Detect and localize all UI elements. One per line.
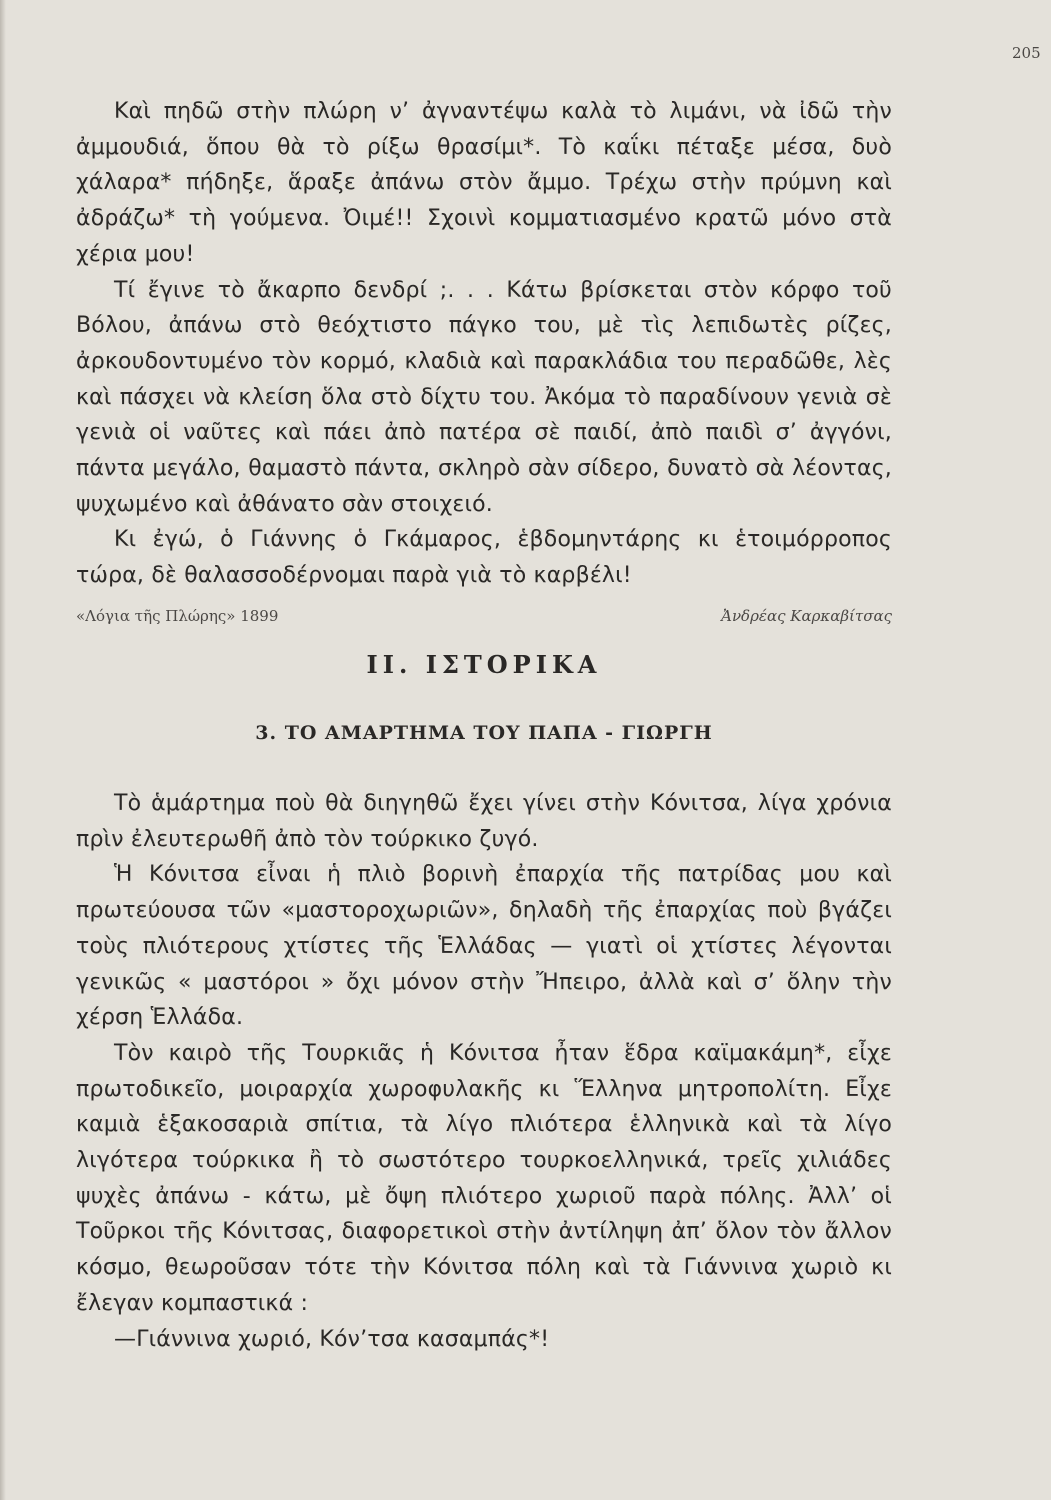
page-edge-shadow bbox=[0, 0, 6, 1500]
paragraph: Τὸ ἁμάρτημα ποὺ θὰ διηγηθῶ ἔχει γίνει στὴν Κόνιτσα, λίγα χρόνια πρὶν ἐλευτερωθῆ ἀπὸ τὸν τούρκικο ζυγό. bbox=[76, 791, 892, 852]
paragraph: —Γιάννινα χωριό, Κόν’τσα κασαμπάς*! bbox=[114, 1326, 550, 1352]
story-text bbox=[76, 786, 892, 1357]
page-number: 205 bbox=[1012, 44, 1041, 62]
paragraph: Καὶ πηδῶ στὴν πλώρη ν’ ἀγναντέψω καλὰ τὸ λιμάνι, νὰ ἰδῶ τὴν ἀμμουδιά, ὅπου θὰ τὸ ρίξω θρασίμι*. Τὸ καΐκι πέταξε μέσα, δυὸ χάλαρα* πήδηξε, ἅραξε ἀπάνω στὸν ἄμμο. Τρέχω στὴν πρύμνη καὶ ἀδράζω* τὴ γούμενα. Ὀιμέ!! Σχοινὶ κομματιασμένο κρατῶ μόνο στὰ χέρια μου! bbox=[76, 99, 892, 267]
paragraph: Ἡ Κόνιτσα εἶναι ἡ πλιὸ βορινὴ ἐπαρχία τῆς πατρίδας μου καὶ πρωτεύουσα τῶν «μαστοροχωριῶν», δηλαδὴ τῆς ἐπαρχίας ποὺ βγάζει τοὺς πλιότερους χτίστες τῆς Ἑλλάδας — γιατὶ οἱ χτίστες λέγονται γενικῶς « μαστόροι » ὄχι μόνον στὴν Ἤπειρο, ἀλλὰ καὶ σ’ ὅλην τὴν χέρση Ἑλλάδα. bbox=[76, 862, 892, 1031]
poem-excerpt bbox=[76, 94, 892, 594]
section-heading: II. ΙΣΤΟΡΙΚΑ bbox=[366, 650, 602, 679]
paragraph: Τὸν καιρὸ τῆς Τουρκιᾶς ἡ Κόνιτσα ἦταν ἕδρα καϊμακάμη*, εἶχε πρωτοδικεῖο, μοιραρχία χωροφυλακῆς κι Ἕλληνα μητροπολίτη. Εἶχε καμιὰ ἑξακοσαριὰ σπίτια, τὰ λίγο πλιότερα ἑλληνικὰ καὶ τὰ λίγο λιγότερα τούρκικα ἢ τὸ σωστότερο τουρκοελληνικά, τρεῖς χιλιάδες ψυχὲς ἀπάνω - κάτω, μὲ ὄψη πλιότερο χωριοῦ παρὰ πόλης. Ἀλλ’ οἱ Τοῦρκοι τῆς Κόνιτσας, διαφορετικοὶ στὴν ἀντίληψη ἀπ’ ὅλον τὸν ἄλλον κόσμο, θεωροῦσαν τότε τὴν Κόνιτσα πόλη καὶ τὰ Γιάννινα χωριὸ κι ἔλεγαν κομπαστικά : bbox=[76, 1040, 892, 1316]
chapter-heading: 3. ΤΟ ΑΜΑΡΤΗΜΑ ΤΟΥ ΠΑΠΑ - ΓΙΩΡΓΗ bbox=[255, 722, 713, 744]
citation-author: Ἀνδρέας Καρκαβίτσας bbox=[721, 607, 892, 625]
paragraph: Κι ἐγώ, ὁ Γιάννης ὁ Γκάμαρος, ἑβδομηντάρης κι ἑτοιμόρροπος τώρα, δὲ θαλασσοδέρνομαι παρὰ γιὰ τὸ καρβέλι! bbox=[76, 527, 892, 589]
citation bbox=[76, 607, 892, 633]
citation-source: «Λόγια τῆς Πλώρης» 1899 bbox=[76, 607, 279, 625]
paragraph: Τί ἔγινε τὸ ἄκαρπο δενδρί ;. . . Κάτω βρίσκεται στὸν κόρφο τοῦ Βόλου, ἀπάνω στὸ θεόχτιστο πάγκο του, μὲ τὶς λεπιδωτὲς ρίζες, ἀρκουδοντυμένο τὸν κορμό, κλαδιὰ καὶ παρακλάδια του περαδῶθε, λὲς καὶ πάσχει νὰ κλείση ὅλα στὸ δίχτυ του. Ἀκόμα τὸ παραδίνουν γενιὰ σὲ γενιὰ οἱ ναῦτες καὶ πάει ἀπὸ πατέρα σὲ παιδί, ἀπὸ παιδὶ σ’ ἀγγόνι, πάντα μεγάλο, θαμαστὸ πάντα, σκληρὸ σὰν σίδερο, δυνατὸ σὰ λέοντας, ψυχωμένο καὶ ἀθάνατο σὰν στοιχειό. bbox=[76, 277, 892, 517]
